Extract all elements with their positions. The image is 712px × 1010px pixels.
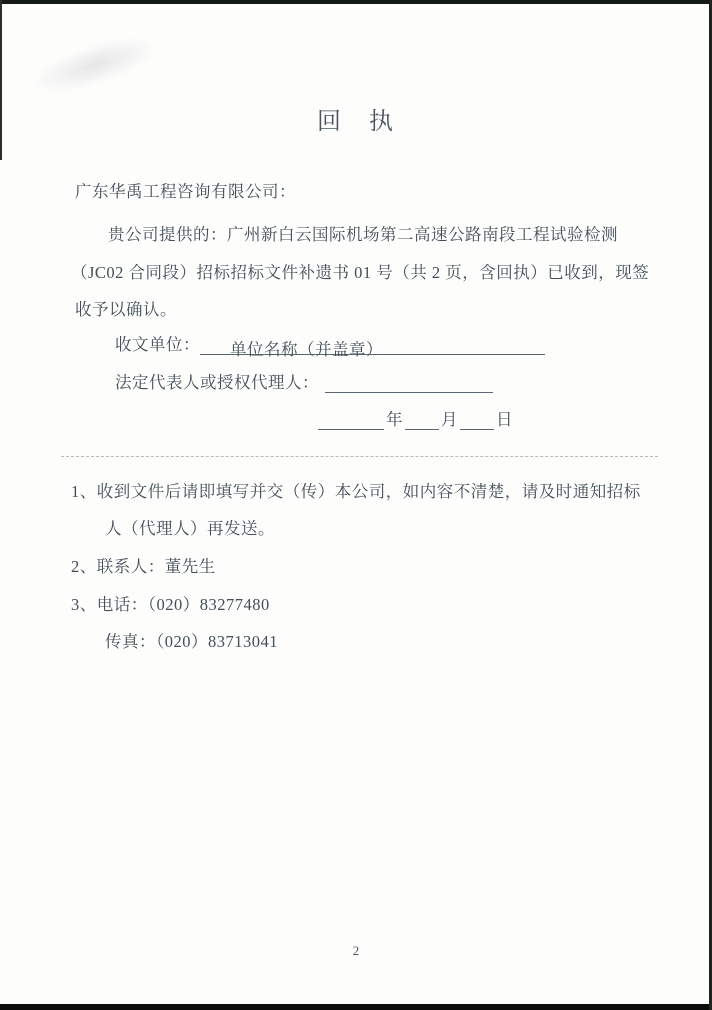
date-month-label: 月 [441, 410, 458, 429]
date-month-blank [405, 410, 439, 430]
note-item1-line2: 人（代理人）再发送。 [105, 519, 275, 538]
recipient-label: 收文单位： [115, 335, 200, 354]
document-title: 回 执 [317, 109, 395, 135]
note-item2-contact: 2、联系人：董先生 [71, 557, 216, 576]
body-paragraph-line-1: 贵公司提供的：广州新白云国际机场第二高速公路南段工程试验检测 [108, 225, 618, 244]
scan-edge-bottom [0, 1004, 712, 1010]
note-item1-line1: 1、收到文件后请即填写并交（传）本公司，如内容不清楚，请及时通知招标 [71, 482, 641, 501]
date-day-label: 日 [496, 410, 513, 429]
scan-edge-top [0, 0, 712, 4]
representative-label: 法定代表人或授权代理人： [115, 373, 319, 392]
representative-row [115, 369, 493, 393]
representative-fill-in-blank [325, 373, 493, 393]
scan-smudge-artifact [27, 26, 163, 104]
page-number: 2 [352, 943, 360, 958]
recipient-fill-in-blank: 单位名称（并盖章） [200, 336, 545, 355]
date-year-blank [318, 410, 384, 430]
salutation-line: 广东华禹工程咨询有限公司： [75, 182, 296, 201]
dashed-divider-line [61, 456, 658, 457]
scan-edge-left [0, 0, 2, 160]
date-row [318, 406, 515, 430]
date-day-blank [460, 410, 494, 430]
note-item4-fax: 传真：（020）83713041 [105, 632, 278, 651]
body-paragraph-line-2: （JC02 合同段）招标招标文件补遗书 01 号（共 2 页，含回执）已收到，现签 [71, 263, 650, 282]
body-paragraph-line-3: 收予以确认。 [75, 300, 177, 319]
recipient-row [115, 331, 545, 359]
date-year-label: 年 [386, 410, 403, 429]
note-item3-phone: 3、电话：（020）83277480 [71, 595, 270, 614]
